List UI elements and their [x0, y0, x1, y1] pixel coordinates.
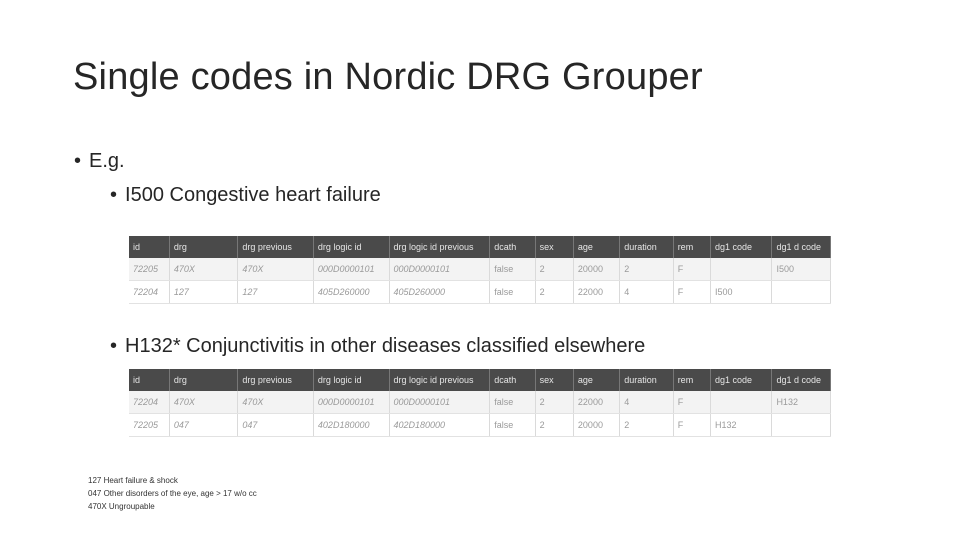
table-cell: 000D0000101 — [389, 391, 490, 414]
table-row[interactable] — [129, 281, 831, 304]
table-cell: F — [673, 391, 710, 414]
column-header[interactable]: drg — [169, 236, 238, 258]
legend-line: 047 Other disorders of the eye, age > 17 w/o cc — [88, 489, 257, 498]
legend-line: 470X Ungroupable — [88, 502, 155, 511]
table-cell: 20000 — [573, 414, 619, 437]
table-cell: 127 — [169, 281, 238, 304]
table-cell: I500 — [772, 258, 831, 281]
table-cell: 20000 — [573, 258, 619, 281]
table-cell: false — [490, 414, 535, 437]
table-cell: 470X — [238, 391, 314, 414]
bullet-eg — [74, 150, 125, 173]
table-cell: 127 — [238, 281, 314, 304]
table-row[interactable] — [129, 391, 831, 414]
column-header[interactable]: drg logic id previous — [389, 236, 490, 258]
column-header[interactable]: duration — [620, 236, 673, 258]
drg-legend — [88, 474, 257, 513]
table-cell: 4 — [620, 391, 673, 414]
bullet-dot-icon: • — [110, 184, 118, 206]
column-header[interactable]: drg — [169, 369, 238, 391]
table-cell: 402D180000 — [389, 414, 490, 437]
table-cell: H132 — [772, 391, 831, 414]
bullet-example-2 — [110, 335, 645, 358]
table-cell: F — [673, 414, 710, 437]
table-cell: 000D0000101 — [389, 258, 490, 281]
column-header[interactable]: sex — [535, 369, 573, 391]
column-header[interactable]: dg1 d code — [772, 236, 831, 258]
table-cell: 2 — [620, 414, 673, 437]
bullet-dot-icon: • — [110, 335, 118, 357]
column-header[interactable]: drg previous — [238, 369, 314, 391]
column-header[interactable]: dcath — [490, 369, 535, 391]
table-cell: 4 — [620, 281, 673, 304]
table-cell: I500 — [710, 281, 771, 304]
bullet-example-1-text: I500 Congestive heart failure — [125, 184, 381, 206]
bullet-example-1 — [110, 184, 381, 207]
bullet-example-2-text: H132* Conjunctivitis in other diseases classified elsewhere — [125, 335, 646, 357]
table-cell: 470X — [169, 258, 238, 281]
column-header[interactable]: drg logic id previous — [389, 369, 490, 391]
table-cell — [710, 258, 771, 281]
table-cell — [710, 391, 771, 414]
table-cell: 047 — [238, 414, 314, 437]
table-cell: 72205 — [129, 414, 169, 437]
table-cell: 405D260000 — [313, 281, 389, 304]
table-cell: 000D0000101 — [313, 391, 389, 414]
table-header-row — [129, 236, 831, 258]
table-row[interactable] — [129, 258, 831, 281]
table-cell: 2 — [535, 281, 573, 304]
table-cell: 22000 — [573, 391, 619, 414]
table-cell: 2 — [535, 258, 573, 281]
column-header[interactable]: dg1 code — [710, 369, 771, 391]
table-cell: F — [673, 258, 710, 281]
table-cell: 2 — [535, 391, 573, 414]
bullet-eg-text: E.g. — [89, 150, 125, 172]
table-cell: 72205 — [129, 258, 169, 281]
slide-title: Single codes in Nordic DRG Grouper — [73, 56, 703, 98]
table-cell: H132 — [710, 414, 771, 437]
column-header[interactable]: sex — [535, 236, 573, 258]
table-cell: 000D0000101 — [313, 258, 389, 281]
table-cell: 22000 — [573, 281, 619, 304]
table-header-row — [129, 369, 831, 391]
table-cell: 2 — [620, 258, 673, 281]
table-cell: 72204 — [129, 281, 169, 304]
table-cell — [772, 414, 831, 437]
column-header[interactable]: id — [129, 236, 169, 258]
column-header[interactable]: dg1 code — [710, 236, 771, 258]
column-header[interactable]: drg previous — [238, 236, 314, 258]
table-cell: 470X — [169, 391, 238, 414]
column-header[interactable]: rem — [673, 236, 710, 258]
table-cell: false — [490, 281, 535, 304]
grouper-table-h132 — [129, 369, 831, 437]
column-header[interactable]: id — [129, 369, 169, 391]
column-header[interactable]: age — [573, 236, 619, 258]
bullet-dot-icon: • — [74, 150, 82, 172]
table-cell: 2 — [535, 414, 573, 437]
legend-line: 127 Heart failure & shock — [88, 476, 178, 485]
column-header[interactable]: rem — [673, 369, 710, 391]
table-cell: false — [490, 258, 535, 281]
table-cell: 047 — [169, 414, 238, 437]
column-header[interactable]: drg logic id — [313, 369, 389, 391]
table-cell — [772, 281, 831, 304]
table-cell: 405D260000 — [389, 281, 490, 304]
table-cell: false — [490, 391, 535, 414]
table-row[interactable] — [129, 414, 831, 437]
column-header[interactable]: dcath — [490, 236, 535, 258]
column-header[interactable]: drg logic id — [313, 236, 389, 258]
column-header[interactable]: duration — [620, 369, 673, 391]
table-cell: F — [673, 281, 710, 304]
column-header[interactable]: age — [573, 369, 619, 391]
table-cell: 72204 — [129, 391, 169, 414]
grouper-table-i500 — [129, 236, 831, 304]
column-header[interactable]: dg1 d code — [772, 369, 831, 391]
table-cell: 402D180000 — [313, 414, 389, 437]
table-cell: 470X — [238, 258, 314, 281]
